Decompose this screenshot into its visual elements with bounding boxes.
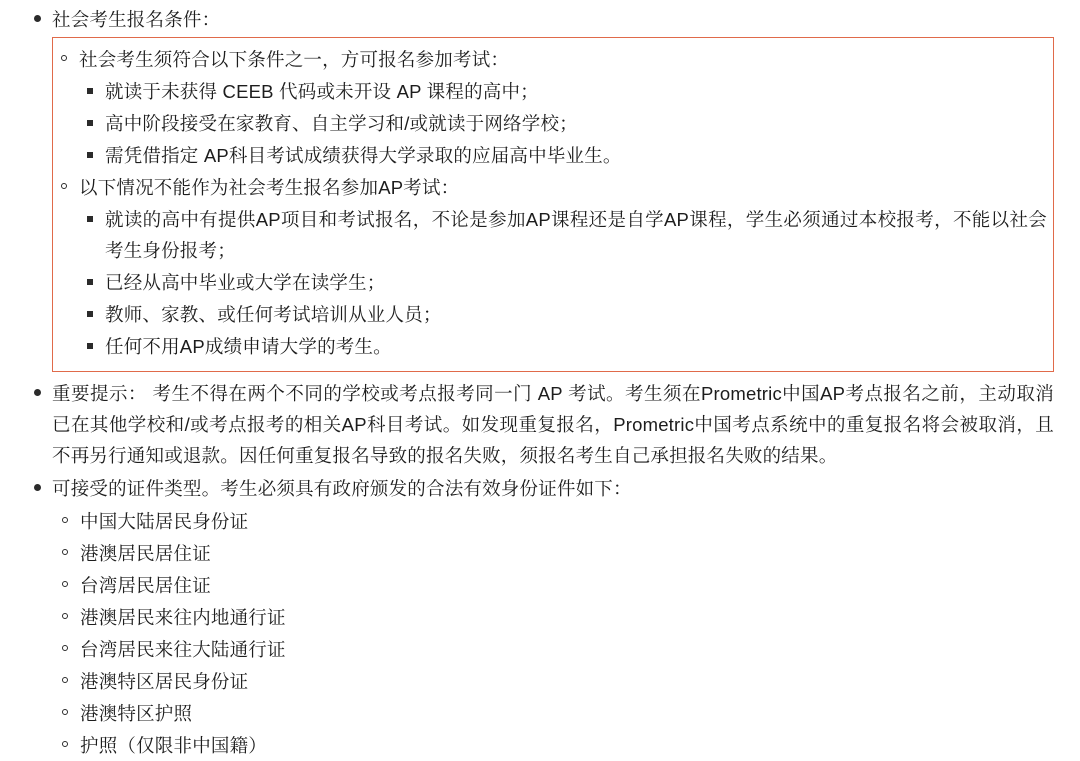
list-item-text: 台湾居民来往大陆通行证 (80, 639, 286, 660)
list-item (54, 634, 1054, 665)
list-item (54, 666, 1054, 697)
list-item (54, 698, 1054, 729)
list-item-text: 港澳居民居住证 (80, 543, 211, 564)
list-item (79, 76, 1047, 107)
list-item-text: 教师、家教、或任何考试培训从业人员； (105, 304, 442, 325)
group-label: 以下情况不能作为社会考生报名参加AP考试： (79, 177, 460, 198)
section-social-candidate-conditions (26, 4, 1054, 372)
eligible-item-list (79, 76, 1047, 171)
group-label: 社会考生须符合以下条件之一，方可报名参加考试： (79, 49, 510, 70)
list-item-text: 高中阶段接受在家教育、自主学习和/或就读于网络学校； (105, 113, 578, 134)
list-item (79, 204, 1047, 266)
list-item (54, 538, 1054, 569)
section-heading: 可接受的证件类型。考生必须具有政府颁发的合法有效身份证件如下： (52, 478, 632, 499)
group-ineligible (53, 172, 1047, 362)
list-item (54, 506, 1054, 537)
section-heading: 重要提示： 考生不得在两个不同的学校或考点报考同一门 AP 考试。考生须在Prometric中国AP考点报名之前，主动取消已在其他学校和/或考点报考的相关AP科目考试。如发现重复报名，Prometric中国考点系统中的重复报名将会被取消，且不再另行通知或退款。因任何重复报名导致的报名失败，须报名考生自己承担报名失败的结果。 (52, 383, 1054, 466)
list-item-text: 需凭借指定 AP科目考试成绩获得大学录取的应届高中毕业生。 (105, 145, 622, 166)
group-eligible (53, 44, 1047, 171)
section-important-notice (26, 378, 1054, 471)
accepted-id-list (52, 506, 1054, 761)
list-item (79, 140, 1047, 171)
list-item (54, 570, 1054, 601)
section-heading: 社会考生报名条件： (52, 9, 221, 30)
list-item (79, 299, 1047, 330)
highlight-box (52, 37, 1054, 372)
list-item (79, 267, 1047, 298)
list-item-text: 港澳居民来往内地通行证 (80, 607, 286, 628)
list-item (54, 602, 1054, 633)
condition-groups (53, 44, 1047, 362)
list-item-text: 就读的高中有提供AP项目和考试报名，不论是参加AP课程还是自学AP课程，学生必须通过本校报考，不能以社会考生身份报考； (105, 209, 1047, 261)
list-item-text: 就读于未获得 CEEB 代码或未开设 AP 课程的高中； (105, 81, 539, 102)
list-item-text: 港澳特区护照 (80, 703, 193, 724)
list-item-text: 台湾居民居住证 (80, 575, 211, 596)
list-item-text: 中国大陆居民身份证 (80, 511, 249, 532)
list-item-text: 任何不用AP成绩申请大学的考生。 (105, 336, 392, 357)
list-item-text: 已经从高中毕业或大学在读学生； (105, 272, 386, 293)
section-accepted-id-types (26, 473, 1054, 761)
list-item (79, 331, 1047, 362)
ineligible-item-list (79, 204, 1047, 362)
list-item-text: 护照（仅限非中国籍） (80, 735, 268, 756)
list-item (79, 108, 1047, 139)
list-item-text: 港澳特区居民身份证 (80, 671, 249, 692)
list-item (54, 730, 1054, 761)
top-level-list (26, 4, 1054, 761)
